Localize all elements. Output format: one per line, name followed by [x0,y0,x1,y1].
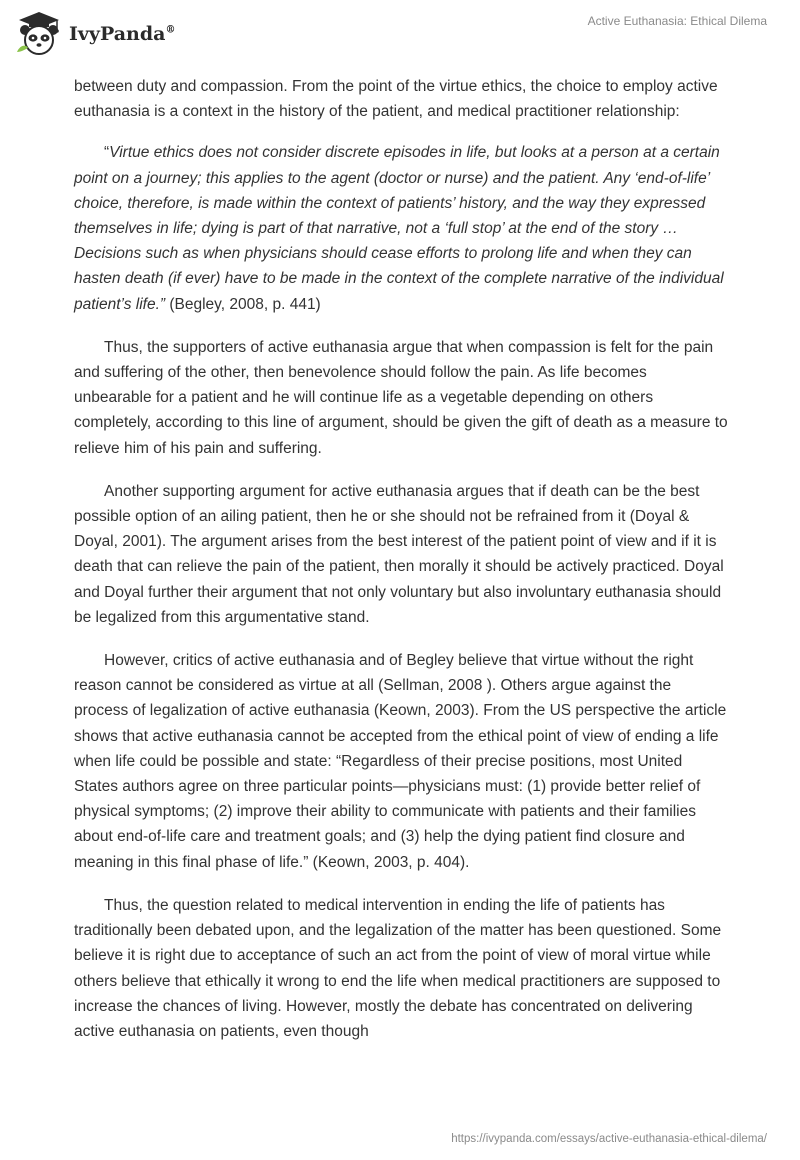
logo-text: IvyPanda® [69,23,176,45]
source-url-link[interactable]: https://ivypanda.com/essays/active-euthanasia-ethical-dilema/ [451,1133,767,1145]
ivypanda-logo[interactable] [14,8,175,58]
page-header [0,0,800,70]
paragraph-5: Thus, the question related to medical intervention in ending the life of patients has traditionally been debated upon, and the legalization of the matter has been questioned. Some believe it is right due to acceptance of such an act from the point of view of moral virtue while others believe that ethically it wrong to end the life when medical practitioners are supposed to increase the chances of living. However, mostly the debate has concentrated on delivering active euthanasia on patients, even though [74,896,722,1040]
paragraph-1: between duty and compassion. From the point of the virtue ethics, the choice to employ active euthanasia is a context in the history of the patient, and medical practitioner relationship: [74,78,718,121]
quote-text: Virtue ethics does not consider discrete episodes in life, but looks at a person at a certain point on a journey; this applies to the agent (doctor or nurse) and the patient. Any ‘end-of-life’ choice, therefore, is made within the context of patients’ history, and the way they expressed themselves in life; dying is part of that narrative, not a ‘full stop’ at the end of the story … Decisions such as when physicians should cease efforts to prolong life and when they can hasten death (if ever) have to be made in the context of the complete narrative of the individual patient’s life.” [74,144,724,313]
quote-open-mark: “ [104,144,110,162]
paragraph-2: Thus, the supporters of active euthanasia argue that when compassion is felt for the pain and suffering of the other, then benevolence should follow the pain. As life becomes unbearable for a patient and he will continue life as a vegetable depending on others completely, according to this line of argument, should be given the gift of death as a measure to relieve him of his pain and suffering. [74,338,728,457]
paragraph-3: Another supporting argument for active euthanasia argues that if death can be the best possible option of an ailing patient, then he or she should not be refrained from it (Doyal & Doyal, 2001). The argument arises from the best interest of the patient point of view and if it is death that can relieve the pain of the patient, then morally it should be actively practiced. Doyal and Doyal further their argument that not only voluntary but also involuntary euthanasia should be legalized from this argumentative stand. [74,482,724,626]
document-title: Active Euthanasia: Ethical Dilema [587,14,767,28]
panda-graduate-icon [14,8,64,58]
quote-citation: (Begley, 2008, p. 441) [165,295,321,313]
block-quote [74,140,728,316]
paragraph-4: However, critics of active euthanasia and of Begley believe that virtue without the right reason cannot be considered as virtue at all (Sellman, 2008 ). Others argue against the process of legalization of active euthanasia (Keown, 2003). From the US perspective the article shows that active euthanasia cannot be accepted from the ethical point of view of ending a life when life could be possible and state: “Regardless of their precise positions, most United States authors agree on three particular points—physicians must: (1) provide better relief of physical symptoms; (2) improve their ability to communicate with patients and their families about end-of-life care and treatment goals; and (3) help the dying patient find closure and meaning in this final phase of life.” (Keown, 2003, p. 404). [74,652,727,871]
essay-body [74,74,728,1062]
